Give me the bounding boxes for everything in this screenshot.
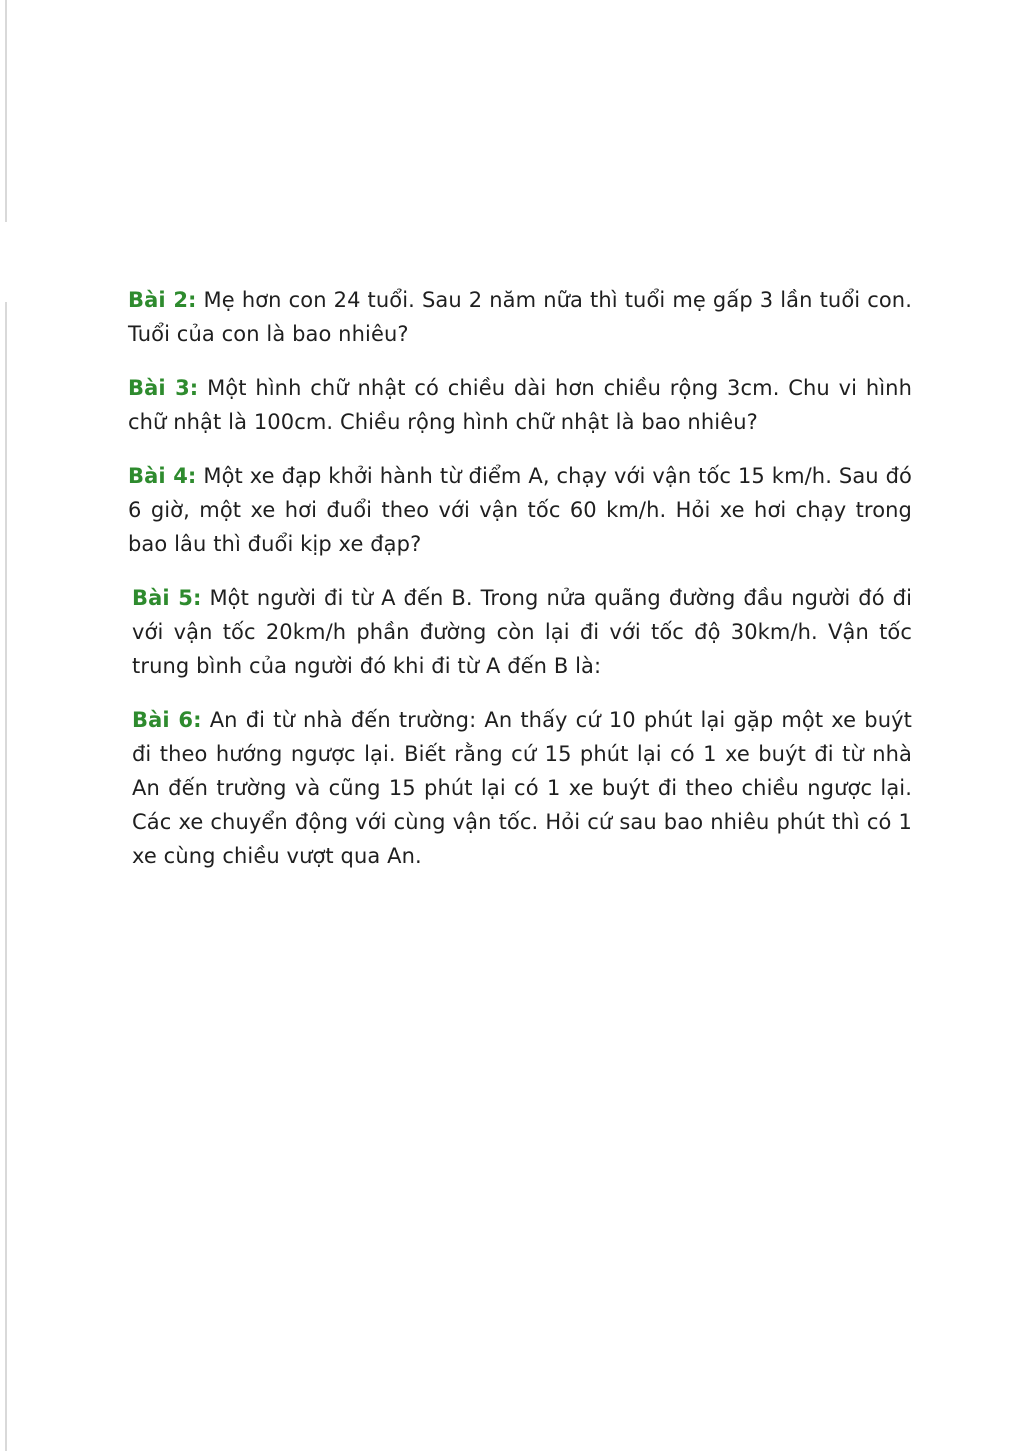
page-edge-top (5, 0, 7, 222)
problem-label: Bài 4: (128, 464, 197, 488)
problem-text: Một hình chữ nhật có chiều dài hơn chiều rộng 3cm. Chu vi hình chữ nhật là 100cm. Chiều rộng hình chữ nhật là bao nhiêu? (128, 376, 913, 434)
problem-text: Một xe đạp khởi hành từ điểm A, chạy với vận tốc 15 km/h. Sau đó 6 giờ, một xe hơi đuổi theo với vận tốc 60 km/h. Hỏi xe hơi chạy trong bao lâu thì đuổi kịp xe đạp? (128, 464, 912, 556)
problem-label: Bài 5: (132, 586, 202, 610)
problem-5 (128, 581, 912, 683)
problem-3 (128, 371, 912, 439)
problem-label: Bài 2: (128, 288, 197, 312)
problem-list (128, 283, 912, 893)
problem-2 (128, 283, 912, 351)
problem-label: Bài 6: (132, 708, 202, 732)
problem-6 (128, 703, 912, 873)
problem-4 (128, 459, 912, 561)
problem-text: Một người đi từ A đến B. Trong nửa quãng đường đầu người đó đi với vận tốc 20km/h phần đường còn lại đi với tốc độ 30km/h. Vận tốc trung bình của người đó khi đi từ A đến B là: (132, 586, 913, 678)
problem-text: An đi từ nhà đến trường: An thấy cứ 10 phút lại gặp một xe buýt đi theo hướng ngược lại. Biết rằng cứ 15 phút lại có 1 xe buýt đi từ nhà An đến trường và cũng 15 phút lại có 1 xe buýt đi theo chiều ngược lại. Các xe chuyển động với cùng vận tốc. Hỏi cứ sau bao nhiêu phút thì có 1 xe cùng chiều vượt qua An. (132, 708, 913, 868)
problem-text: Mẹ hơn con 24 tuổi. Sau 2 năm nữa thì tuổi mẹ gấp 3 lần tuổi con. Tuổi của con là bao nhiêu? (128, 288, 912, 346)
page-edge-bottom (5, 302, 7, 1451)
problem-label: Bài 3: (128, 376, 199, 400)
